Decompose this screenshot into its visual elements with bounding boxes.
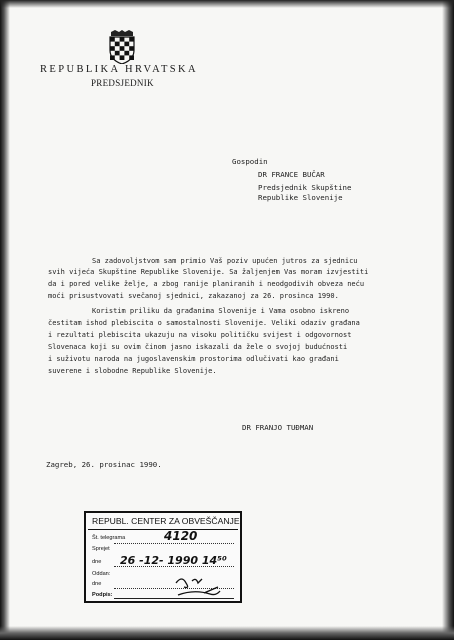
stamp-label: dne: [92, 559, 102, 565]
body-line: i suživotu naroda na jugoslavenskim prostorima odlučivati kao građani: [48, 355, 339, 363]
body-line: da i pored velike želje, a zbog ranije planiranih i neodgodivih obveza neću: [48, 280, 365, 288]
stamp-label: Oddan:: [92, 571, 111, 577]
letterhead-country: REPUBLIKA HRVATSKA: [40, 64, 198, 75]
scan-shadow-left: [0, 0, 10, 640]
signature-name: DR FRANJO TUĐMAN: [242, 423, 314, 432]
stamp-received-date: 26 -12- 1990 14⁵⁰: [120, 554, 227, 567]
stamp-label: Podpis:: [92, 592, 113, 598]
scan-shadow-bottom: [0, 626, 454, 640]
body-line: Slovenaca koji su ovim činom jasno iskazali da žele o svojoj budućnosti: [48, 343, 348, 351]
receipt-stamp: [84, 511, 242, 603]
stamp-label: dne: [92, 581, 102, 587]
body-line: i rezultati plebiscita ukazuju na visoku političku svijest i odgovornost: [48, 331, 352, 339]
stamp-label: Sprejet: [92, 546, 110, 552]
scan-shadow-right: [442, 0, 454, 640]
stamp-title: REPUBL. CENTER ZA OBVEŠČANJE: [92, 516, 240, 526]
body-line: svih vijeća Skupštine Republike Slovenije. Sa žaljenjem Vas moram izvjestiti: [48, 268, 369, 276]
recipient-title: Predsjednik Skupštine: [258, 183, 352, 192]
handwritten-signature-icon: [174, 573, 224, 599]
stamp-label: Št. telegrama: [92, 535, 126, 541]
recipient-organization: Republike Slovenije: [258, 193, 343, 202]
place-date: Zagreb, 26. prosinac 1990.: [46, 460, 162, 469]
scan-shadow-top: [0, 0, 454, 8]
recipient-name: DR FRANCE BUČAR: [258, 170, 325, 179]
recipient-salutation: Gospodin: [232, 157, 268, 166]
body-line: čestitam ishod plebiscita o samostalnosti Slovenije. Veliki odaziv građana: [48, 319, 360, 327]
letterhead-office: PREDSJEDNIK: [91, 78, 154, 88]
coat-of-arms-icon: [107, 30, 137, 64]
body-line: suverene i slobodne Republike Slovenije.: [48, 367, 217, 375]
stamp-fill-line: [114, 543, 234, 544]
body-line: moći prisustvovati svečanoj sjednici, zakazanoj za 26. prosinca 1990.: [48, 292, 339, 300]
body-line: Sa zadovoljstvom sam primio Vaš poziv upućen jutros za sjednicu: [92, 257, 358, 265]
stamp-divider: [88, 529, 238, 530]
body-line: Koristim priliku da građanima Slovenije i Vama osobno iskreno: [92, 307, 350, 315]
stamp-telegram-number: 4120: [164, 529, 198, 543]
